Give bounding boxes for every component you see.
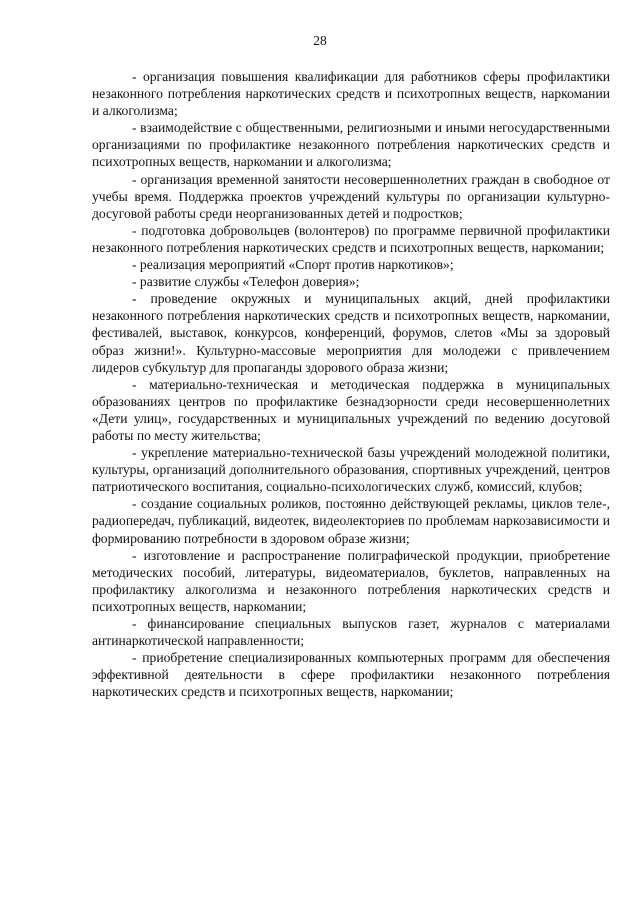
- list-item: - проведение окружных и муниципальных акций, дней профилактики незаконного потребления наркотических средств и психотропных веществ, наркомании, фестивалей, выставок, конкурсов, конференций, форумов, слетов «Мы за здоровый образ жизни!». Культурно-массовые мероприятия для молодежи с привлечением лидеров субкультур для пропаганды здорового образа жизни;: [92, 291, 610, 375]
- list-item: - материально-техническая и методическая поддержка в муниципальных образованиях центров по профилактике безнадзорности среди несовершеннолетних «Дети улиц», государственных и муниципальных учреждений по ведению досуговой работы по месту жительства;: [92, 376, 610, 443]
- list-item: - финансирование специальных выпусков газет, журналов с материалами антинаркотической направленности;: [92, 616, 610, 649]
- list-item: - взаимодействие с общественными, религиозными и иными негосударственными организациями по профилактике незаконного потребления наркотических средств и психотропных веществ, наркомании и алкоголизма;: [92, 120, 610, 170]
- list-item: - реализация мероприятий «Спорт против наркотиков»;: [132, 257, 454, 273]
- list-item: - создание социальных роликов, постоянно действующей рекламы, циклов теле-, радиопередач, публикаций, видеотек, видеолекториев по проблемам наркозависимости и формированию потребности в здоровом образе жизни;: [92, 496, 610, 546]
- document-body: [92, 68, 610, 700]
- list-item: - изготовление и распространение полиграфической продукции, приобретение методических пособий, литературы, видеоматериалов, буклетов, направленных на профилактику алкоголизма и незаконного потребления наркотических средств и психотропных веществ, наркомании;: [92, 547, 610, 614]
- list-item: - развитие службы «Телефон доверия»;: [132, 274, 360, 290]
- list-item: - организация повышения квалификации для работников сферы профилактики незаконного потребления наркотических средств и психотропных веществ, наркомании и алкоголизма;: [92, 69, 610, 119]
- list-item: - приобретение специализированных компьютерных программ для обеспечения эффективной деятельности в сфере профилактики незаконного потребления наркотических средств и психотропных веществ, наркомании;: [92, 650, 610, 700]
- list-item: - подготовка добровольцев (волонтеров) по программе первичной профилактики незаконного потребления наркотических средств и психотропных веществ, наркомании;: [92, 222, 610, 255]
- page-number: 28: [313, 33, 327, 48]
- list-item: - укрепление материально-технической базы учреждений молодежной политики, культуры, организаций дополнительного образования, спортивных учреждений, центров патриотического воспитания, социально-психологических служб, комиссий, клубов;: [92, 445, 610, 495]
- list-item: - организация временной занятости несовершеннолетних граждан в свободное от учебы время. Поддержка проектов учреждений культуры по организации культурно-досуговой работы среди неорганизованных детей и подростков;: [92, 171, 610, 221]
